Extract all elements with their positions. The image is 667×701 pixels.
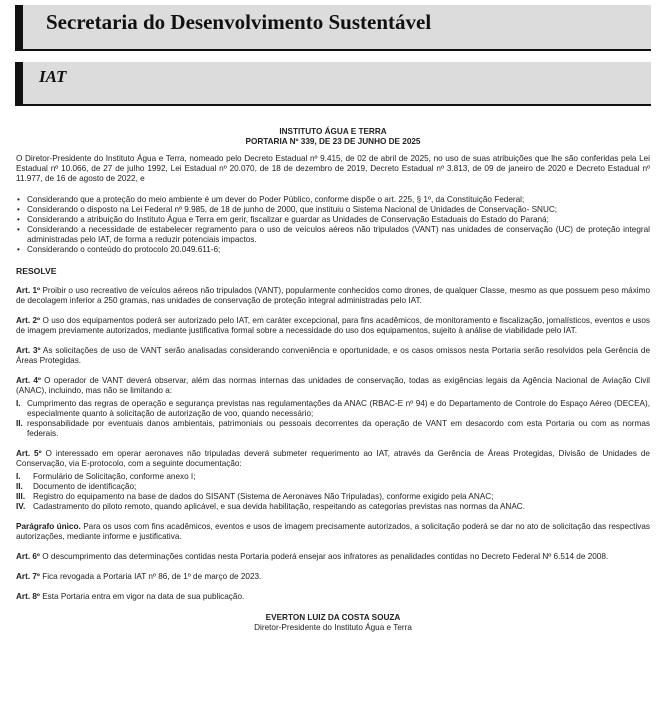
department-title: Secretaria do Desenvolvimento Sustentável xyxy=(46,10,432,34)
article-1 xyxy=(16,286,650,306)
list-item: • Considerando o conteúdo do protocolo 20.049.611-6; xyxy=(16,245,650,255)
article-2 xyxy=(16,316,650,336)
item-numeral: III. xyxy=(16,492,26,501)
article-label: Art. 5º xyxy=(16,449,42,458)
article-label: Art. 2º xyxy=(16,316,41,325)
article-label: Art. 1º xyxy=(16,286,41,295)
article-4 xyxy=(16,376,650,396)
article-6 xyxy=(16,552,650,562)
list-item xyxy=(16,399,650,419)
agency-banner xyxy=(15,62,651,106)
article-text: As solicitações de uso de VANT serão analisadas considerando conveniência e oportunidade, e os casos omissos nesta Portaria serão resolvidos pela Gerência de Áreas Protegidas. xyxy=(16,346,650,365)
item-text: Cumprimento das regras de operação e segurança previstas nas regulamentações da ANAC (RBAC-E nº 94) e do Departamento de Controle do Espaço Aéreo (DECEA), especialmente quanto à solicitação de autorização de voo, quando necessário; xyxy=(27,399,650,418)
article-text: Fica revogada a Portaria IAT nº 86, de 1º de março de 2023. xyxy=(39,572,262,581)
list-item: • Considerando a necessidade de estabelecer regramento para o uso de veículos aéreos não tripulados (VANT) nas unidades de conservação (UC) de proteção integral administradas pelo IAT, de forma a reduzir potenciais impactos. xyxy=(16,225,650,245)
preamble: O Diretor-Presidente do Instituto Água e Terra, nomeado pelo Decreto Estadual nº 9.415, de 02 de abril de 2025, no uso de suas atribuições que lhe são conferidas pela Lei Estadual nº 10.066, de 27 de julho 1992, Lei Estadual nº 20.070, de 18 de dezembro de 2019, Decreto Estadual nº 3.813, de 09 de janeiro de 2020 e Decreto Estadual nº 11.977, de 16 de agosto de 2022, e xyxy=(16,154,650,183)
article-4-items xyxy=(16,399,650,439)
article-label: Art. 6º xyxy=(16,552,40,561)
paragraph-text: Para os usos com fins acadêmicos, eventos e usos de imagem precisamente autorizados, a solicitação poderá se dar no ato de solicitação das respectivas autorizações, mediante informe e justificativa. xyxy=(16,522,650,541)
item-text: Registro do equipamento na base de dados do SISANT (Sistema de Aeronaves Não Tripuladas), conforme exigido pela ANAC; xyxy=(33,492,494,501)
item-text: Documento de identificação; xyxy=(33,482,137,491)
article-8 xyxy=(16,592,650,602)
signer-role: Diretor-Presidente do Instituto Água e Terra xyxy=(254,623,412,632)
article-text: O descumprimento das determinações contidas nesta Portaria poderá ensejar aos infratores as penalidades contidas no Decreto Federal Nº 6.514 de 2008. xyxy=(39,552,609,561)
resolve-heading: RESOLVE xyxy=(16,266,57,276)
banner-accent-bar xyxy=(15,5,23,49)
item-text: Cadastramento do piloto remoto, quando aplicável, e sua devida habilitação, respeitando as categorias previstas nas normas da ANAC. xyxy=(33,502,525,511)
article-label: Art. 3º xyxy=(16,346,41,355)
item-numeral: I. xyxy=(16,399,21,408)
institution-heading: INSTITUTO ÁGUA E TERRA xyxy=(279,127,387,136)
signature-block xyxy=(16,613,650,633)
paragraph-label: Parágrafo único. xyxy=(16,522,81,531)
list-item: • Considerando que a proteção do meio ambiente é um dever do Poder Público, conforme dispõe o art. 225, § 1º, da Constituição Federal; xyxy=(16,195,650,205)
portaria-document xyxy=(16,127,650,633)
considerandos-list xyxy=(16,195,650,255)
article-3 xyxy=(16,346,650,366)
item-numeral: IV. xyxy=(16,502,26,511)
article-text: Proibir o uso recreativo de veículos aéreos não tripulados (VANT), popularmente conhecidos como drones, de qualquer Classe, mesmo as que possuem peso máximo de decolagem inferior a 250 gramas, nas unidades de conservação de proteção integral administradas pelo IAT. xyxy=(16,286,650,305)
list-item xyxy=(16,419,650,439)
list-item: • Considerando o disposto na Lei Federal nº 9.985, de 18 de junho de 2000, que instituiu o Sistema Nacional de Unidades de Conservação- SNUC; xyxy=(16,205,650,215)
item-text: Formulário de Solicitação, conforme anexo I; xyxy=(33,472,196,481)
list-item xyxy=(16,492,650,502)
article-5-items xyxy=(16,472,650,512)
list-item xyxy=(16,482,650,492)
article-text: O operador de VANT deverá observar, além das normas internas das unidades de conservação, todas as exigências legais da Agência Nacional de Aviação Civil (ANAC), incluindo, mas não se limitando a: xyxy=(16,376,650,395)
portaria-heading: PORTARIA Nº 339, DE 23 DE JUNHO DE 2025 xyxy=(245,137,421,146)
banner-accent-bar xyxy=(15,62,23,104)
article-text: O interessado em operar aeronaves não tripuladas deverá submeter requerimento ao IAT, através da Gerência de Áreas Protegidas, Divisão de Unidades de Conservação, via E-protocolo, com a seguinte documentação: xyxy=(16,449,650,468)
agency-title: IAT xyxy=(39,67,67,86)
article-text: Esta Portaria entra em vigor na data de sua publicação. xyxy=(39,592,245,601)
item-numeral: II. xyxy=(16,419,23,428)
item-numeral: II. xyxy=(16,482,23,491)
paragrafo-unico xyxy=(16,522,650,542)
list-item xyxy=(16,502,650,512)
article-7 xyxy=(16,572,650,582)
article-text: O uso dos equipamentos poderá ser autorizado pelo IAT, em caráter excepcional, para fins acadêmicos, de monitoramento e fiscalização, jornalísticos, eventos e usos de imagem previamente autorizados, mediante justificativa formal sobre a necessidade do uso dos equipamentos, sujeito à análise de viabilidade pelo IAT. xyxy=(16,316,650,335)
list-item xyxy=(16,472,650,482)
article-label: Art. 8º xyxy=(16,592,40,601)
article-5 xyxy=(16,449,650,469)
article-label: Art. 7º xyxy=(16,572,40,581)
department-banner xyxy=(15,5,651,51)
list-item: • Considerando a atribuição do Instituto Água e Terra em gerir, fiscalizar e guardar as Unidades de Conservação Estaduais do Estado do Paraná; xyxy=(16,215,650,225)
signer-name: EVERTON LUIZ DA COSTA SOUZA xyxy=(265,613,401,622)
item-text: responsabilidade por eventuais danos ambientais, patrimoniais ou pessoais decorrentes da operação de VANT em desacordo com esta Portaria ou com as normas federais. xyxy=(27,419,650,438)
article-label: Art. 4º xyxy=(16,376,41,385)
item-numeral: I. xyxy=(16,472,21,481)
